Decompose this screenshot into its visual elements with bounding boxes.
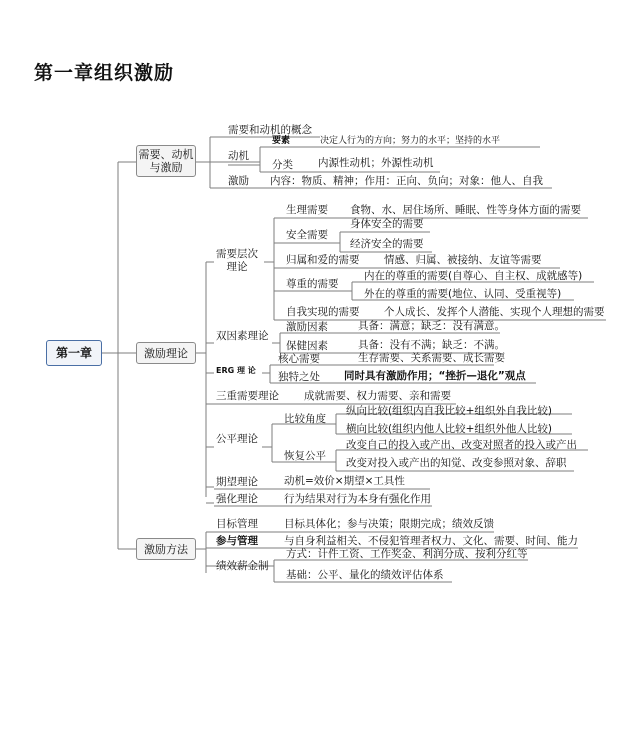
esteem-need: 尊重的需要 xyxy=(286,278,339,290)
page-title: 第一章组织激励 xyxy=(34,62,175,84)
performance-pay: 绩效薪金制 xyxy=(216,560,269,572)
performance-pay-method: 方式：计件工资、工作奖金、利润分成、按利分红等 xyxy=(286,548,528,560)
elements-text: 决定人行为的方向；努力的水平；坚持的水平 xyxy=(320,136,501,146)
motivator-factor-text: 具备：满意；缺乏：没有满意。 xyxy=(358,320,505,332)
reinforcement-theory: 强化理论 xyxy=(216,493,258,505)
physiological-need: 生理需要 xyxy=(286,204,328,216)
participative-management: 参与管理 xyxy=(216,535,258,547)
motivator-factor: 激励因素 xyxy=(286,321,328,333)
expectancy-formula: 动机=效价×期望×工具性 xyxy=(284,475,405,487)
hygiene-factor: 保健因素 xyxy=(286,340,328,352)
erg-core-need: 核心需要 xyxy=(278,353,320,365)
branch-need-motive-incentive xyxy=(136,145,196,177)
three-needs-theory: 三重需要理论 xyxy=(216,390,279,402)
safety-need: 安全需要 xyxy=(286,229,328,241)
branch-incentive-theory: 激励理论 xyxy=(136,342,196,364)
hierarchy-theory-label: 需要层次 理论 xyxy=(216,248,258,273)
physiological-need-text: 食物、水、居住场所、睡眠、性等身体方面的需要 xyxy=(350,204,581,216)
elements-label: 要素 xyxy=(272,136,291,146)
esteem-need-external: 外在的尊重的需要(地位、认同、受重视等) xyxy=(364,288,562,300)
mbo-text: 目标具体化；参与决策；限期完成；绩效反馈 xyxy=(284,518,494,530)
hygiene-factor-text: 具备：没有不满；缺乏：不满。 xyxy=(358,339,505,351)
root-node: 第一章 xyxy=(46,340,102,366)
mbo-label: 目标管理 xyxy=(216,518,258,530)
expectancy-theory: 期望理论 xyxy=(216,476,258,488)
erg-theory: ERG 理 论 xyxy=(216,366,256,375)
branch-incentive-method: 激励方法 xyxy=(136,538,196,560)
performance-pay-basis: 基础：公平、量化的绩效评估体系 xyxy=(286,569,444,581)
incentive-label: 激励 xyxy=(228,175,249,187)
equity-theory: 公平理论 xyxy=(216,433,258,445)
erg-core-need-text: 生存需要、关系需要、成长需要 xyxy=(358,352,505,364)
restore-equity: 恢复公平 xyxy=(284,450,326,462)
incentive-text: 内容：物质、精神；作用：正向、负向；对象：他人、自我 xyxy=(270,175,543,187)
self-actualization-text: 个人成长、发挥个人潜能、实现个人理想的需要 xyxy=(384,306,605,318)
category-text: 内源性动机；外源性动机 xyxy=(318,157,434,169)
vertical-comparison: 纵向比较(组织内自我比较+组织外自我比较) xyxy=(346,405,552,417)
belonging-need-text: 情感、归属、被接纳、友谊等需要 xyxy=(384,254,542,266)
erg-unique: 独特之处 xyxy=(278,371,320,383)
reinforcement-text: 行为结果对行为本身有强化作用 xyxy=(284,493,431,505)
safety-need-economic: 经济安全的需要 xyxy=(350,238,424,250)
branch-need-motive-incentive-label: 需要、动机 与激励 xyxy=(138,148,194,174)
two-factor-theory: 双因素理论 xyxy=(216,330,269,342)
restore-equity-option-2: 改变对投入或产出的知觉、改变参照对象、辞职 xyxy=(346,457,567,469)
motive-label: 动机 xyxy=(228,150,249,162)
esteem-need-internal: 内在的尊重的需要(自尊心、自主权、成就感等) xyxy=(364,270,583,282)
three-needs-text: 成就需要、权力需要、亲和需要 xyxy=(304,390,451,402)
need-motive-concept: 需要和动机的概念 xyxy=(228,124,312,136)
belonging-need: 归属和爱的需要 xyxy=(286,254,360,266)
comparison-angle: 比较角度 xyxy=(284,413,326,425)
restore-equity-option-1: 改变自己的投入或产出、改变对照者的投入或产出 xyxy=(346,439,577,451)
erg-unique-text: 同时具有激励作用；“挫折—退化”观点 xyxy=(344,370,526,382)
horizontal-comparison: 横向比较(组织内他人比较+组织外他人比较) xyxy=(346,423,552,435)
safety-need-body: 身体安全的需要 xyxy=(350,218,424,230)
self-actualization-need: 自我实现的需要 xyxy=(286,306,360,318)
participative-management-text: 与自身利益相关、不侵犯管理者权力、文化、需要、时间、能力 xyxy=(284,535,578,547)
category-label: 分类 xyxy=(272,159,293,171)
